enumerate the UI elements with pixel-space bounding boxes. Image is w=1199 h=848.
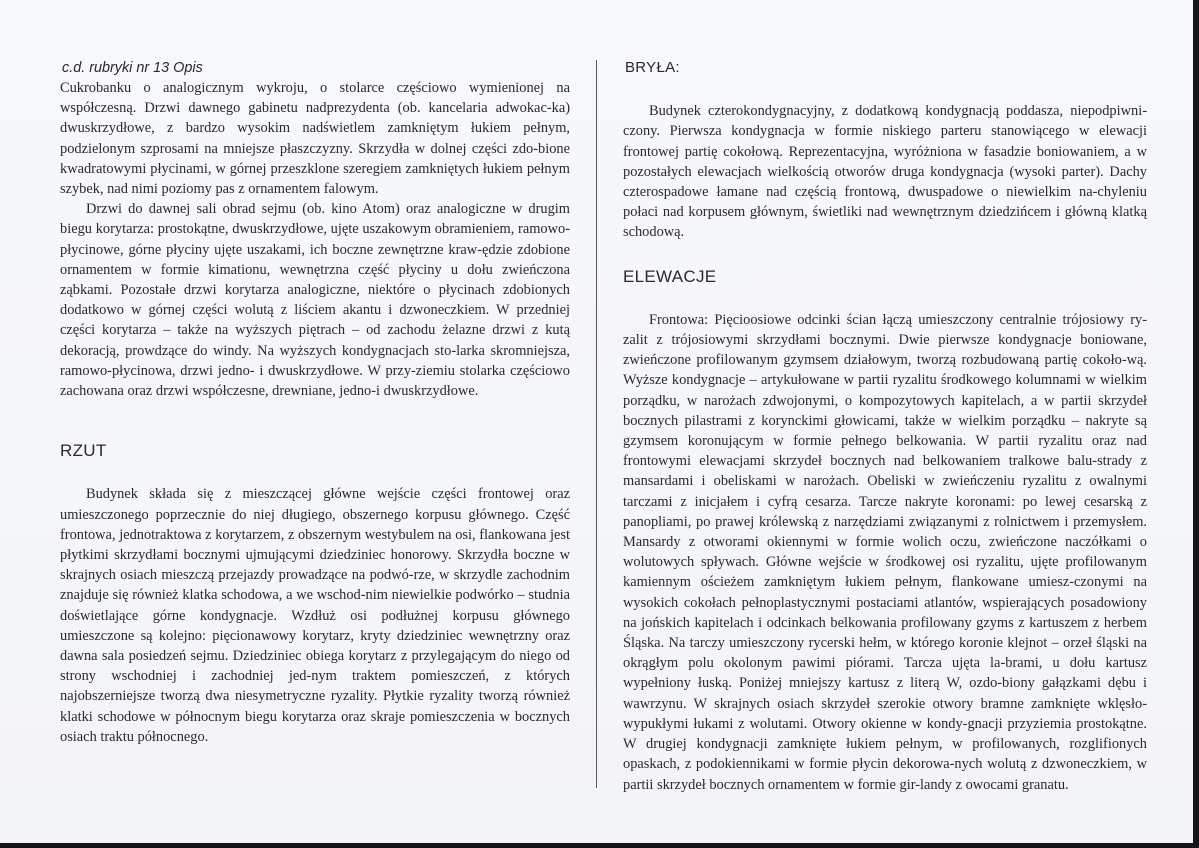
paragraph-doors-1: Cukrobanku o analogicznym wykroju, o stolarce częściowo wymienionej na współczesną. Drzwi dawnego gabinetu nadprezydenta (ob. kancelaria adwokac-ka) dwuskrzydłowe, z bardzo wysokim nadświetlem zamkniętym łukiem pełnym, podzielonym szprosami na mniejsze płaszczyzny. Skrzydła w dolnej części zdo-bione kwadratowymi płycinami, w górnej przeszklone szeregiem zamkniętych łukiem pełnym szybek, nad nimi poziomy pas z ornamentem falowym.	[60, 80, 570, 198]
heading-rzut: RZUT	[60, 441, 107, 461]
right-column	[623, 58, 1147, 795]
heading-bryla: BRYŁA:	[625, 59, 680, 76]
paragraph-doors-2: Drzwi do dawnej sali obrad sejmu (ob. kino Atom) oraz analogiczne w drugim biegu korytarza: prostokątne, dwuskrzydłowe, ujęte uszakowym obramieniem, ramowo-płycinowe, górne płyciny ujęte uszakami, ich boczne zewnętrzne kraw-ędzie zdobione ornamentem w formie kimationu, wewnętrzna część płyciny u dołu zwieńczona ząbkami. Pozostałe drzwi korytarza analogiczne, niektóre o płycinach zdobionych dodatkowo w górnej części wolutą z liściem akantu i dzwoneczkiem. W przedniej części korytarza – także na wyższych piętrach – od zachodu żelazne drzwi z kutą dekoracją, prowdzące do windy. Na wyższych kondygnacjach sto-larka skromniejsza, ramowo-płycinowa, drzwi jedno- i dwuskrzydłowe. W przy-ziemiu stolarka częściowo zachowana oraz drzwi współczesne, drewniane, jedno-i dwuskrzydłowe.	[60, 201, 570, 400]
column-divider	[596, 60, 597, 788]
heading-elewacje: ELEWACJE	[623, 266, 717, 286]
paragraph-rzut: Budynek składa się z mieszczącej główne wejście części frontowej oraz umieszczonego poprzecznie do niej długiego, obszernego korpusu głównego. Część frontowa, jednotraktowa z korytarzem, z obszernym westybulem na osi, flankowana jest płytkimi skrzydłami bocznymi ujmującymi dziedziniec honorowy. Skrzydła boczne w skrajnych osiach mieszczą przejazdy prowadzące na podwó-rze, w skrzydle zachodnim znajduje się również klatka schodowa, a we wschod-nim niewielkie podwórko – studnia doświetlające górne kondygnacje. Wzdłuż osi podłużnej korpusu głównego umieszczone są kolejno: pięcionawowy korytarz, kryty dziedziniec wewnętrzny oraz dawna sala posiedzeń sejmu. Dziedziniec obiega korytarz z przylegającym do niego od strony wschodniej i zachodniej jed-nym traktem pomieszczeń, z których najobszerniejsze tworzą dwa niesymetryczne ryzality. Płytkie ryzality tworzą również klatki schodowe w północnym biegu korytarza oraz skraje pomieszczenia w bocznych osiach traktu północnego.	[60, 486, 570, 745]
paragraph-bryla: Budynek czterokondygnacyjny, z dodatkową kondygnacją poddasza, niepodpiwni-czony. Pierwsza kondygnacja w formie niskiego parteru stanowiącego w elewacji frontowej partię cokołową. Reprezentacyjna, wyróżniona w fasadzie boniowaniem, a w pozostałych elewacjach wielkością otworów druga kondygnacja (wysoki parter). Dachy czterospadowe łamane nad częścią frontową, dwuspadowe o niewielkim na-chyleniu połaci nad korpusem głównym, świetliki nad wewnętrznym dziedzińcem i główną klatką schodową.	[623, 103, 1147, 241]
scan-edge-right	[1193, 0, 1199, 848]
scan-edge-bottom	[0, 843, 1199, 848]
left-column	[60, 58, 570, 747]
section-continuation-header: c.d. rubryki nr 13 Opis	[62, 60, 203, 76]
paragraph-elewacje: Frontowa: Pięcioosiowe odcinki ścian łączą umieszczony centralnie trójosiowy ry-zalit z trójosiowymi skrzydłami bocznymi. Dwie pierwsze kondygnacje boniowane, zwieńczone profilowanym gzymsem działowym, tworzą rozbudowaną partię cokoło-wą. Wyższe kondygnacje – artykułowane w partii ryzalitu środkowego kolumnami w wielkim porządku, w narożach zdwojonymi, o kompozytowych kapitelach, a w partii skrzydeł bocznych pilastrami z korynckimi głowicami, także w wielkim porządku – nakryte są gzymsem koronującym w formie pełnego belkowania. W partii ryzalitu oraz nad frontowymi elewacjami skrzydeł bocznych nad belkowaniem tralkowe balu-strady z mansardami i obeliskami w narożach. Obeliski w zwieńczeniu ryzalitu z owalnymi tarczami z inicjałem i cyfrą cesarza. Tarcze nakryte koronami: po lewej cesarską z panopliami, po prawej królewską z narzędziami związanymi z rolnictwem i przemysłem. Mansardy z otworami okiennymi w formie wolich oczu, zwieńczone naczółkami o wolutowych spływach. Główne wejście w środkowej osi ryzalitu, ujęte profilowanym kamiennym ościeżem zamkniętym łukiem pełnym, flankowane umiesz-czonymi na wysokich cokołach pełnoplastycznymi postaciami atlantów, wspierających posadowiony na jońskich kapitelach i odcinkach belkowania profilowany gzyms z kartuszem z herbem Śląska. Na tarczy umieszczony rycerski hełm, w którego koronie klejnot – orzeł śląski na okrągłym polu okolonym pawimi piórami. Tarcza ujęta la-brami, u dołu kartusz wypełniony łuską. Poniżej mniejszy kartusz z literą W, ozdo-biony gałązkami dębu i wawrzynu. W skrajnych osiach skrzydeł szerokie otwory bramne zamknięte wklęsło-wypukłymi łukami z wolutami. Otwory okienne w kondy-gnacji przyziemia prostokątne. W drugiej kondygnacji zamknięte łukiem pełnym, w profilowanych, rozglifionych opaskach, z podokiennikami w formie płycin dekorowa-nych wolutą z dzwoneczkiem, w partii skrzydeł bocznych ornamentem w formie gir-landy z owocami granatu.	[623, 311, 1147, 793]
